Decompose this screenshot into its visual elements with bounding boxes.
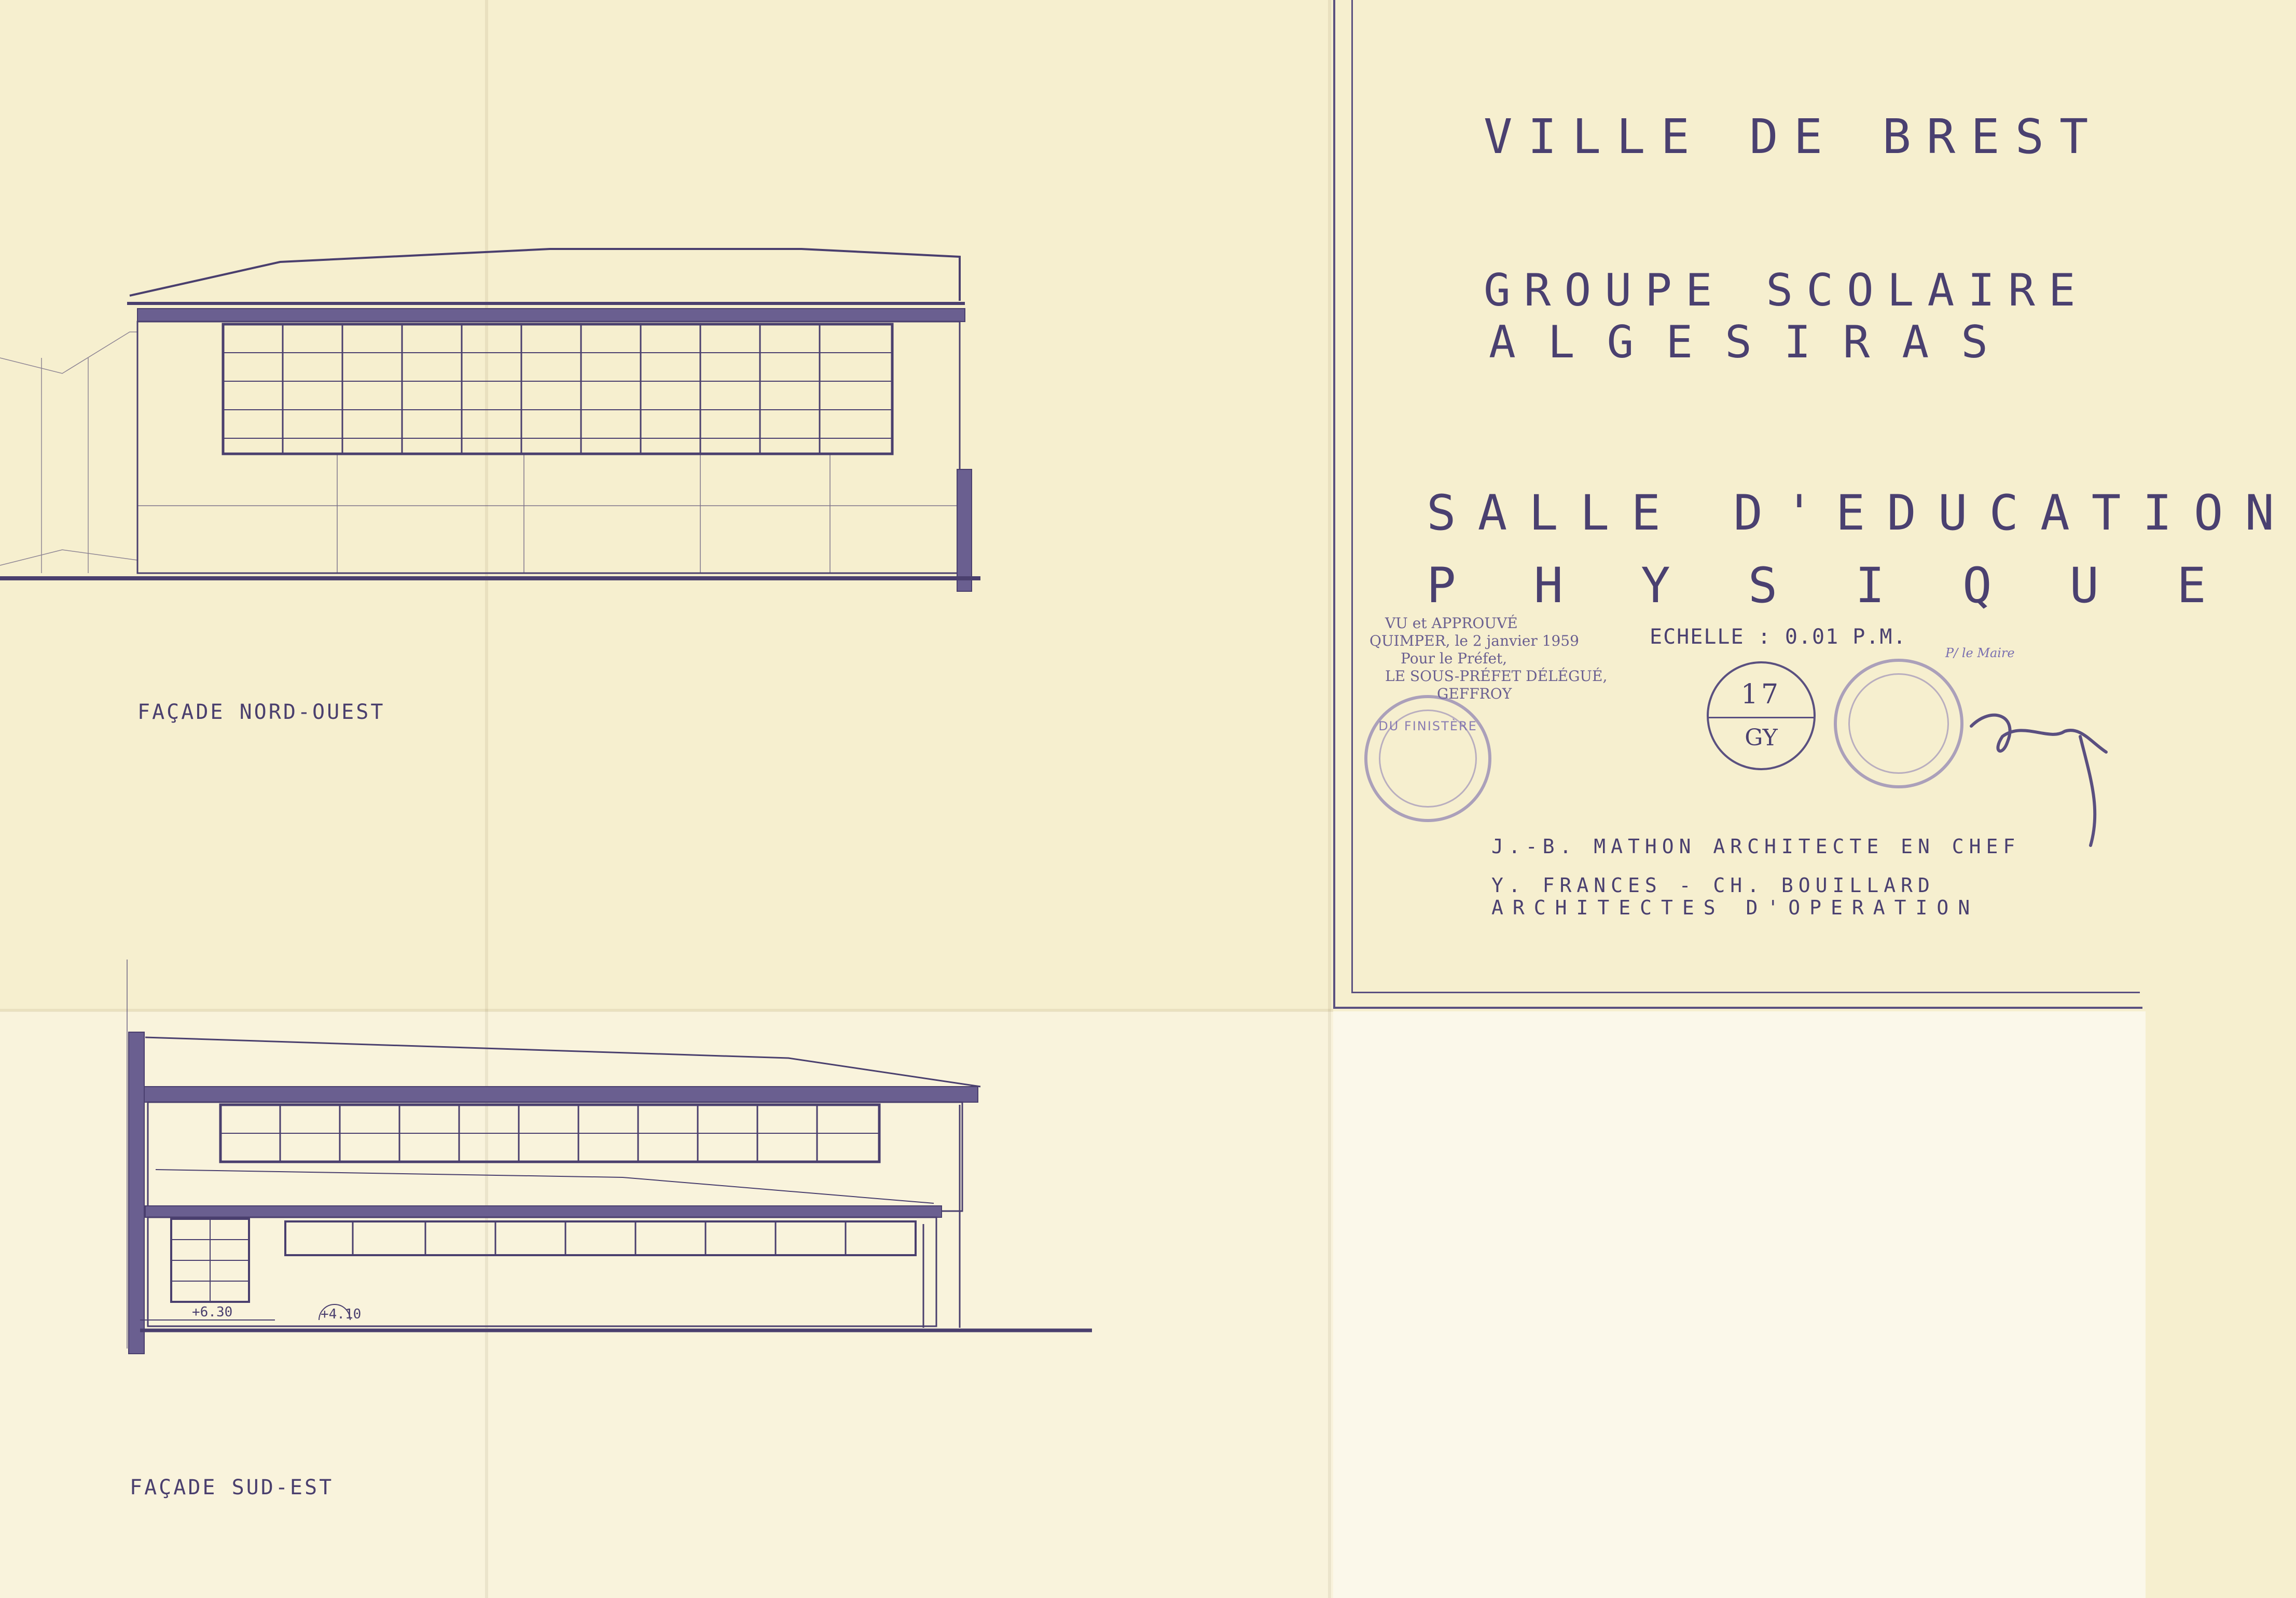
facade-nord-ouest-label: FAÇADE NORD-OUEST xyxy=(137,700,385,724)
approval-line: LE SOUS-PRÉFET DÉLÉGUÉ, xyxy=(1385,668,1608,685)
fold-line xyxy=(1328,0,1331,1598)
stamp-ring xyxy=(1848,673,1949,774)
facade-sud-est-label: FAÇADE SUD-EST xyxy=(130,1476,334,1499)
signature xyxy=(1961,685,2111,856)
school-group-title: GROUPE SCOLAIRE xyxy=(1484,265,2089,316)
facade-nord-ouest-drawing xyxy=(0,249,980,591)
approval-line: QUIMPER, le 2 janvier 1959 xyxy=(1370,632,1579,649)
mayor-stamp xyxy=(1834,659,1963,788)
dimension-label: +6.30 xyxy=(192,1304,233,1320)
approval-line: GEFFROY xyxy=(1437,685,1512,702)
operation-architects: Y. FRANCES - CH. BOUILLARD xyxy=(1491,874,1935,897)
school-group-name: ALGESIRAS xyxy=(1489,316,2020,368)
city-title: VILLE DE BREST xyxy=(1484,109,2104,164)
building-title-line2: PHYSIQUE xyxy=(1427,558,2284,614)
facade-sud-est-drawing xyxy=(127,960,1092,1354)
sheet-number-circle xyxy=(1707,661,1816,770)
building-title: SALLE D'EDUCATION xyxy=(1427,485,2296,541)
chief-architect: J.-B. MATHON ARCHITECTE EN CHEF xyxy=(1491,835,2021,858)
stamp-text: DU FINISTÈRE xyxy=(1378,719,1477,733)
mayor-note: P/ le Maire xyxy=(1945,646,2015,660)
operation-architects-role: ARCHITECTES D'OPERATION xyxy=(1491,896,1980,919)
prefecture-approval xyxy=(1370,615,1607,703)
paper-blank-panel xyxy=(1333,1011,2146,1598)
sheet-number: 17 xyxy=(1740,679,1782,710)
prefecture-stamp xyxy=(1364,695,1491,822)
dimension-label: +4.10 xyxy=(321,1307,362,1322)
approval-line: VU et APPROUVÉ xyxy=(1385,615,1518,632)
sheet-code: GY xyxy=(1745,725,1778,751)
approval-line: Pour le Préfet, xyxy=(1401,650,1507,667)
scale-label: ECHELLE : 0.01 P.M. xyxy=(1650,625,1907,649)
divider xyxy=(1709,717,1814,718)
